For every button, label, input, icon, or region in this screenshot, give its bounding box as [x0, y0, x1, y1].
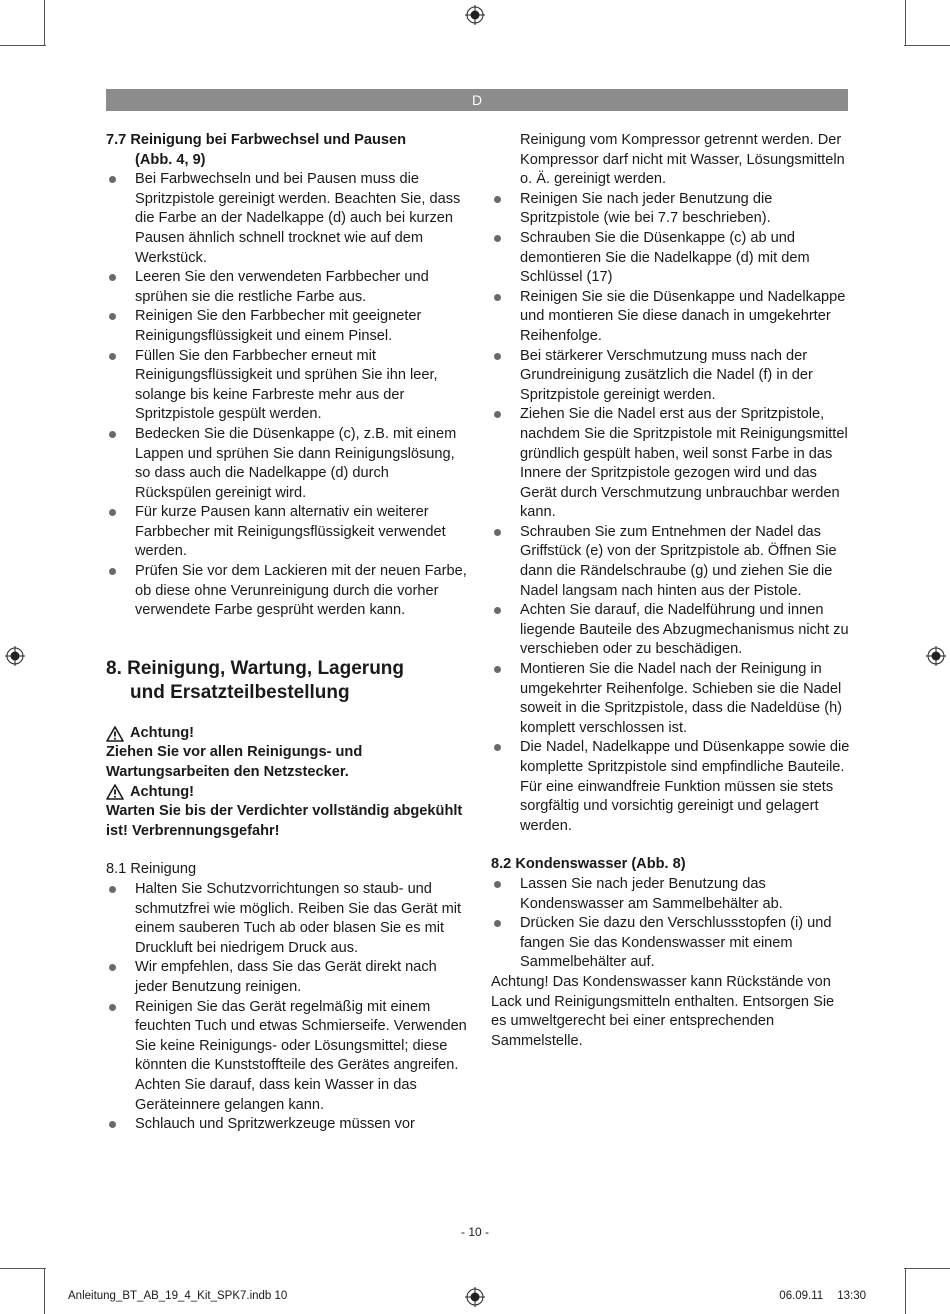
list-item: Reinigen Sie den Farbbecher mit geeigneter Reinigungsflüssigkeit und einem Pinsel. — [106, 307, 468, 346]
bullet-icon — [494, 294, 501, 301]
crop-mark — [904, 45, 950, 46]
bullet-icon — [494, 881, 501, 888]
right-column — [491, 131, 851, 1051]
continuation-text: Reinigung vom Kompressor getrennt werden. Der Kompressor darf nicht mit Wasser, Lösungsmitteln o. Ä. gereinigt werden. — [520, 132, 845, 188]
crop-mark — [905, 1268, 906, 1314]
registration-mark-icon — [926, 646, 946, 666]
language-header-bar — [106, 89, 848, 111]
bullet-icon — [494, 666, 501, 673]
crop-mark — [0, 1268, 46, 1269]
page-number: - 10 - — [460, 1225, 489, 1239]
list-item: Schrauben Sie zum Entnehmen der Nadel das Griffstück (e) von der Spritzpistole ab. Öffnen Sie dann die Rändelschraube (g) und ziehen Sie die Nadel langsam nach hinten aus der Pistole. — [491, 523, 851, 601]
registration-mark-icon — [5, 646, 25, 666]
footer-timestamp — [765, 1290, 866, 1302]
bullet-icon — [494, 529, 501, 536]
list-item: Für kurze Pausen kann alternativ ein weiterer Farbbecher mit Reinigungsflüssigkeit verwendet werden. — [106, 503, 468, 562]
registration-mark-icon — [465, 1287, 485, 1307]
crop-mark — [904, 1268, 950, 1269]
registration-mark-icon — [465, 5, 485, 25]
list-item: Füllen Sie den Farbbecher erneut mit Reinigungsflüssigkeit und sprühen Sie ihn leer, solange bis keine Farbreste mehr aus der Spritzpistole gespült werden. — [106, 347, 468, 425]
crop-mark — [905, 0, 906, 46]
bullet-icon — [494, 607, 501, 614]
list-item: Reinigen Sie das Gerät regelmäßig mit einem feuchten Tuch und etwas Schmierseife. Verwenden Sie keine Reinigungs- oder Lösungsmittel; diese könnten die Kunststoffteile des Gerätes angreifen. Achten Sie darauf, dass kein Wasser in das Geräteinnere gelangen kann. — [106, 998, 468, 1116]
bullet-icon — [109, 313, 116, 320]
cleaning-steps-list — [491, 190, 851, 837]
bullet-icon — [494, 411, 501, 418]
warning-heading: Achtung! — [106, 724, 468, 744]
footer-filename: Anleitung_BT_AB_19_4_Kit_SPK7.indb 10 — [68, 1290, 288, 1302]
list-item: Bei stärkerer Verschmutzung muss nach der Grundreinigung zusätzlich die Nadel (f) in der Spritzpistole gereinigt werden. — [491, 347, 851, 406]
bullet-icon — [109, 431, 116, 438]
list-item: Achten Sie darauf, die Nadelführung und innen liegende Bauteile des Abzugmechanismus nicht zu verschieben oder zu beschädigen. — [491, 601, 851, 660]
bullet-icon — [109, 176, 116, 183]
bullet-icon — [109, 1121, 116, 1128]
bullet-icon — [109, 568, 116, 575]
bullet-icon — [109, 886, 116, 893]
bullet-icon — [494, 920, 501, 927]
section-8-title: 8. Reinigung, Wartung, Lagerung und Ersatzteilbestellung — [106, 657, 405, 703]
crop-mark — [44, 1268, 45, 1314]
warning-text: Warten Sie bis der Verdichter vollständig abgekühlt ist! Verbrennungsgefahr! — [106, 803, 463, 839]
list-item: Schrauben Sie die Düsenkappe (c) ab und demontieren Sie die Nadelkappe (d) mit dem Schlüssel (17) — [491, 229, 851, 288]
section-7-7-title: 7.7 Reinigung bei Farbwechsel und Pausen (Abb. 4, 9) — [106, 132, 407, 168]
list-item: Wir empfehlen, dass Sie das Gerät direkt nach jeder Benutzung reinigen. — [106, 958, 468, 997]
warning-heading: Achtung! — [106, 783, 468, 803]
list-item: Leeren Sie den verwendeten Farbbecher und sprühen sie die restliche Farbe aus. — [106, 268, 468, 307]
section-8-1-title: 8.1 Reinigung — [106, 861, 197, 878]
list-item: Montieren Sie die Nadel nach der Reinigung in umgekehrter Reihenfolge. Schieben sie die Nadel soweit in die Spritzpistole, dass die Nadeldüse (h) komplett verschlossen ist. — [491, 660, 851, 738]
crop-mark — [44, 0, 45, 46]
condensate-note: Achtung! Das Kondenswasser kann Rückstände von Lack und Reinigungsmitteln enthalten. Entsorgen Sie es umweltgerecht bei einer entsprechenden Sammelstelle. — [491, 973, 835, 1049]
section-8-2-list — [491, 875, 851, 973]
list-item: Drücken Sie dazu den Verschlussstopfen (i) und fangen Sie das Kondenswasser mit einem Sammelbehälter auf. — [491, 914, 851, 973]
list-item: Halten Sie Schutzvorrichtungen so staub- und schmutzfrei wie möglich. Reiben Sie das Gerät mit einem sauberen Tuch ab oder blasen Sie es mit Druckluft bei niedrigem Druck aus. — [106, 880, 468, 958]
bullet-icon — [109, 353, 116, 360]
section-8-2-title: 8.2 Kondenswasser (Abb. 8) — [491, 856, 686, 873]
bullet-icon — [494, 744, 501, 751]
list-item: Reinigen Sie sie die Düsenkappe und Nadelkappe und montieren Sie diese danach in umgekehrter Reihenfolge. — [491, 288, 851, 347]
bullet-icon — [109, 964, 116, 971]
bullet-icon — [109, 1004, 116, 1011]
list-item: Lassen Sie nach jeder Benutzung das Kondenswasser am Sammelbehälter ab. — [491, 875, 851, 914]
warning-triangle-icon — [106, 784, 124, 800]
footer-time: 13:30 — [837, 1290, 866, 1302]
bullet-icon — [494, 353, 501, 360]
bullet-icon — [494, 235, 501, 242]
left-column — [106, 131, 468, 1135]
list-item: Die Nadel, Nadelkappe und Düsenkappe sowie die komplette Spritzpistole sind empfindliche Bauteile. Für eine einwandfreie Funktion müssen sie stets sorgfältig und vorsichtig gereinigt und gelagert werden. — [491, 738, 851, 836]
bullet-icon — [109, 509, 116, 516]
warning-triangle-icon — [106, 726, 124, 742]
list-item: Bedecken Sie die Düsenkappe (c), z.B. mit einem Lappen und sprühen Sie dann Reinigungslösung, so dass auch die Nadelkappe (d) durch Rückspülen gereinigt wird. — [106, 425, 468, 503]
bullet-icon — [494, 196, 501, 203]
crop-mark — [0, 45, 46, 46]
list-item: Bei Farbwechseln und bei Pausen muss die Spritzpistole gereinigt werden. Beachten Sie, dass die Farbe an der Nadelkappe (d) auch bei kurzen Pausen ähnlich schnell trocknet wie auf dem Werkstück. — [106, 170, 468, 268]
warning-text: Ziehen Sie vor allen Reinigungs- und Wartungsarbeiten den Netzstecker. — [106, 744, 363, 781]
footer-date: 06.09.11 — [779, 1290, 824, 1302]
section-7-7-list — [106, 170, 468, 621]
bullet-icon — [109, 274, 116, 281]
language-code: D — [471, 92, 483, 108]
section-8-1-list — [106, 880, 468, 1135]
list-item: Prüfen Sie vor dem Lackieren mit der neuen Farbe, ob diese ohne Verunreinigung durch die vorher verwendete Farbe gesprüht werden kann. — [106, 562, 468, 621]
list-item: Schlauch und Spritzwerkzeuge müssen vor — [106, 1115, 468, 1135]
list-item: Ziehen Sie die Nadel erst aus der Spritzpistole, nachdem Sie die Spritzpistole mit Reinigungsmittel gründlich gespült haben, weil sonst Farbe in das Innere der Spritzpistole gezogen wird und das Gerät durch Verschmutzung unbrauchbar werden kann. — [491, 405, 851, 523]
list-item: Reinigen Sie nach jeder Benutzung die Spritzpistole (wie bei 7.7 beschrieben). — [491, 190, 851, 229]
